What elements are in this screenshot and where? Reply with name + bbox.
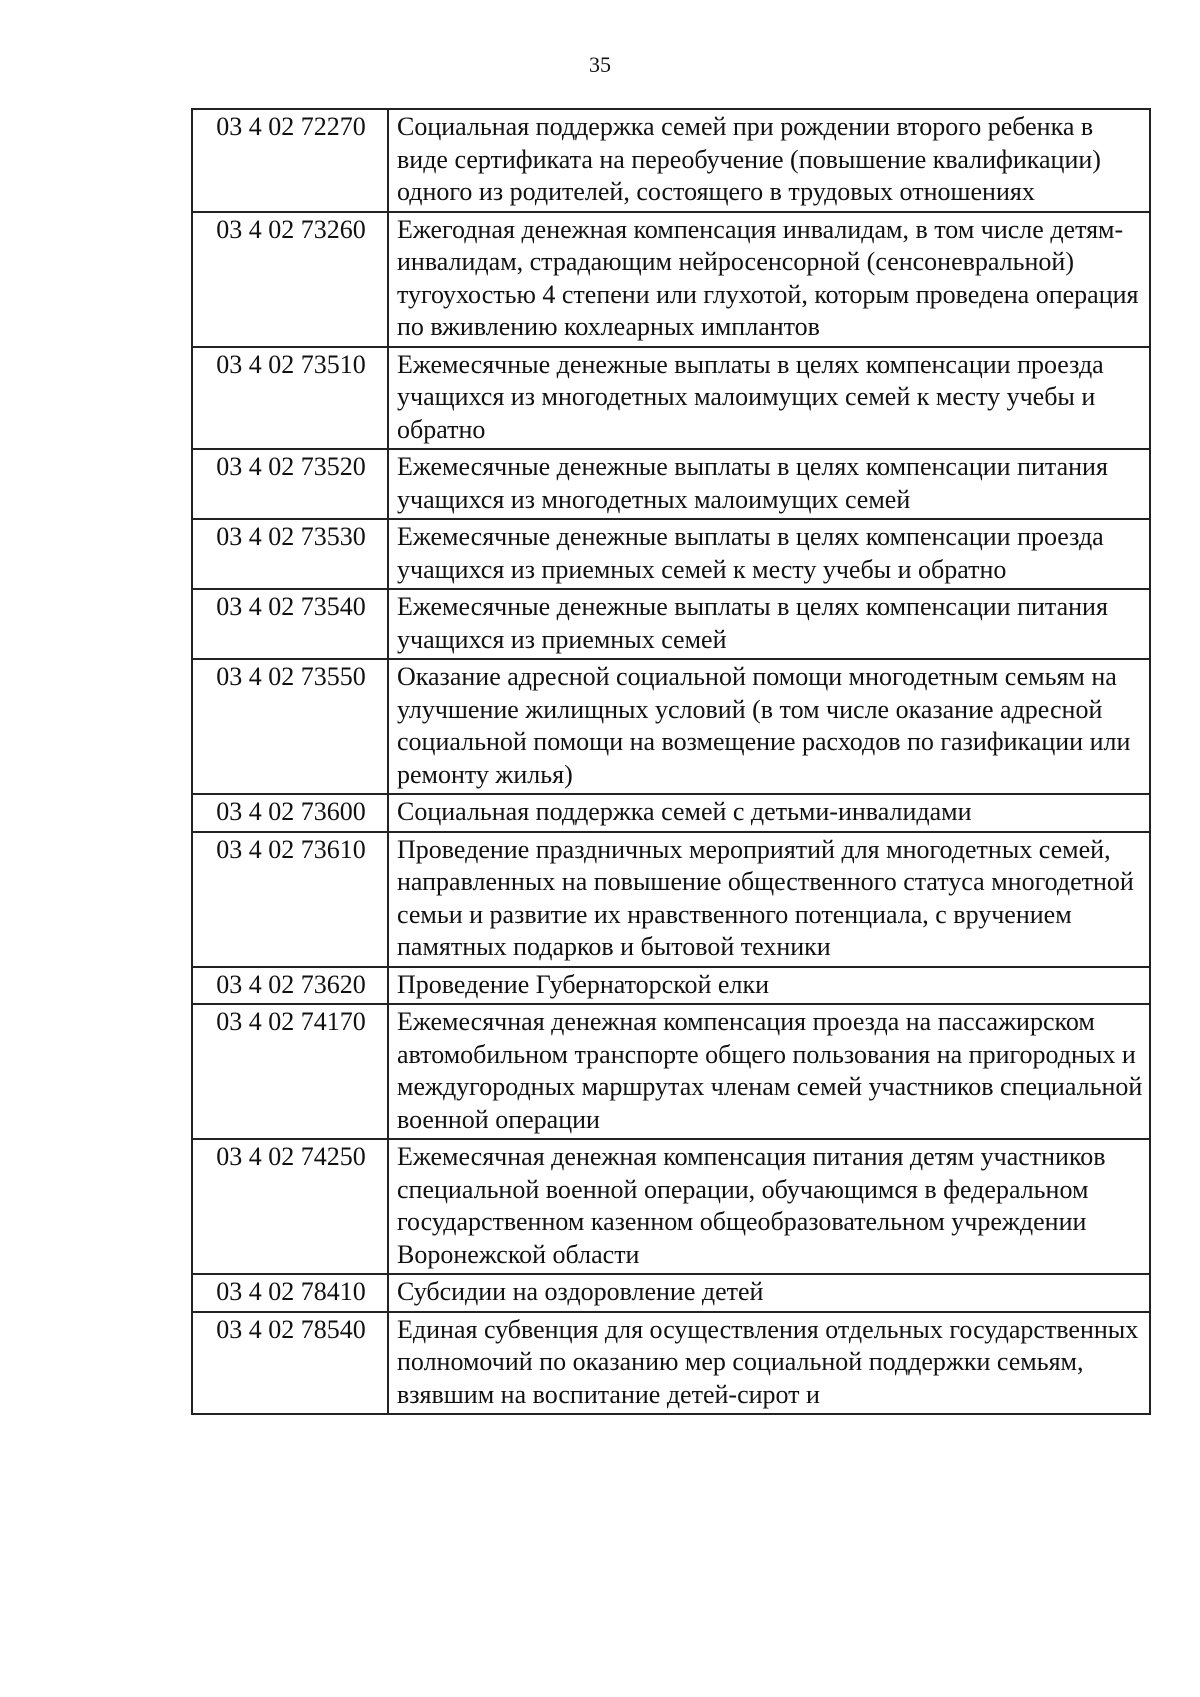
row-description: Ежемесячные денежные выплаты в целях компенсации питания учащихся из многодетных малоимущих семей	[388, 449, 1150, 519]
row-code: 03 4 02 73510	[192, 347, 388, 450]
row-code: 03 4 02 73620	[192, 967, 388, 1005]
table-row	[192, 832, 1150, 967]
table-row	[192, 1312, 1150, 1415]
table-row	[192, 519, 1150, 589]
table-row	[192, 967, 1150, 1005]
budget-code-table	[191, 108, 1151, 1415]
table-row	[192, 212, 1150, 347]
table-row	[192, 449, 1150, 519]
row-description: Проведение Губернаторской елки	[388, 967, 1150, 1005]
page-number: 35	[589, 52, 611, 77]
row-description: Ежегодная денежная компенсация инвалидам, в том числе детям-инвалидам, страдающим нейросенсорной (сенсоневральной) тугоухостью 4 степени или глухотой, которым проведена операция по вживлению кохлеарных имплантов	[388, 212, 1150, 347]
row-code: 03 4 02 74250	[192, 1139, 388, 1274]
row-code: 03 4 02 73600	[192, 794, 388, 832]
row-description: Оказание адресной социальной помощи многодетным семьям на улучшение жилищных условий (в том числе оказание адресной социальной помощи на возмещение расходов по газификации или ремонту жилья)	[388, 659, 1150, 794]
row-description: Ежемесячные денежные выплаты в целях компенсации проезда учащихся из приемных семей к месту учебы и обратно	[388, 519, 1150, 589]
row-code: 03 4 02 73550	[192, 659, 388, 794]
row-code: 03 4 02 73260	[192, 212, 388, 347]
row-description: Социальная поддержка семей с детьми-инвалидами	[388, 794, 1150, 832]
table-row	[192, 1004, 1150, 1139]
row-code: 03 4 02 73520	[192, 449, 388, 519]
row-code: 03 4 02 78410	[192, 1274, 388, 1312]
row-code: 03 4 02 78540	[192, 1312, 388, 1415]
row-code: 03 4 02 73610	[192, 832, 388, 967]
table-row	[192, 347, 1150, 450]
row-description: Ежемесячные денежные выплаты в целях компенсации питания учащихся из приемных семей	[388, 589, 1150, 659]
row-code: 03 4 02 73530	[192, 519, 388, 589]
row-description: Проведение праздничных мероприятий для многодетных семей, направленных на повышение общественного статуса многодетной семьи и развитие их нравственного потенциала, с вручением памятных подарков и бытовой техники	[388, 832, 1150, 967]
table-row	[192, 659, 1150, 794]
row-description: Ежемесячная денежная компенсация проезда на пассажирском автомобильном транспорте общего пользования на пригородных и междугородных маршрутах членам семей участников специальной военной операции	[388, 1004, 1150, 1139]
row-description: Единая субвенция для осуществления отдельных государственных полномочий по оказанию мер социальной поддержки семьям, взявшим на воспитание детей-сирот и	[388, 1312, 1150, 1415]
table-row	[192, 1139, 1150, 1274]
row-code: 03 4 02 73540	[192, 589, 388, 659]
table-row	[192, 1274, 1150, 1312]
row-description: Субсидии на оздоровление детей	[388, 1274, 1150, 1312]
row-description: Ежемесячные денежные выплаты в целях компенсации проезда учащихся из многодетных малоимущих семей к месту учебы и обратно	[388, 347, 1150, 450]
row-code: 03 4 02 72270	[192, 109, 388, 212]
table-row	[192, 589, 1150, 659]
row-description: Ежемесячная денежная компенсация питания детям участников специальной военной операции, обучающимся в федеральном государственном казенном общеобразовательном учреждении Воронежской области	[388, 1139, 1150, 1274]
row-code: 03 4 02 74170	[192, 1004, 388, 1139]
row-description: Социальная поддержка семей при рождении второго ребенка в виде сертификата на переобучение (повышение квалификации) одного из родителей, состоящего в трудовых отношениях	[388, 109, 1150, 212]
table-row	[192, 109, 1150, 212]
table-row	[192, 794, 1150, 832]
